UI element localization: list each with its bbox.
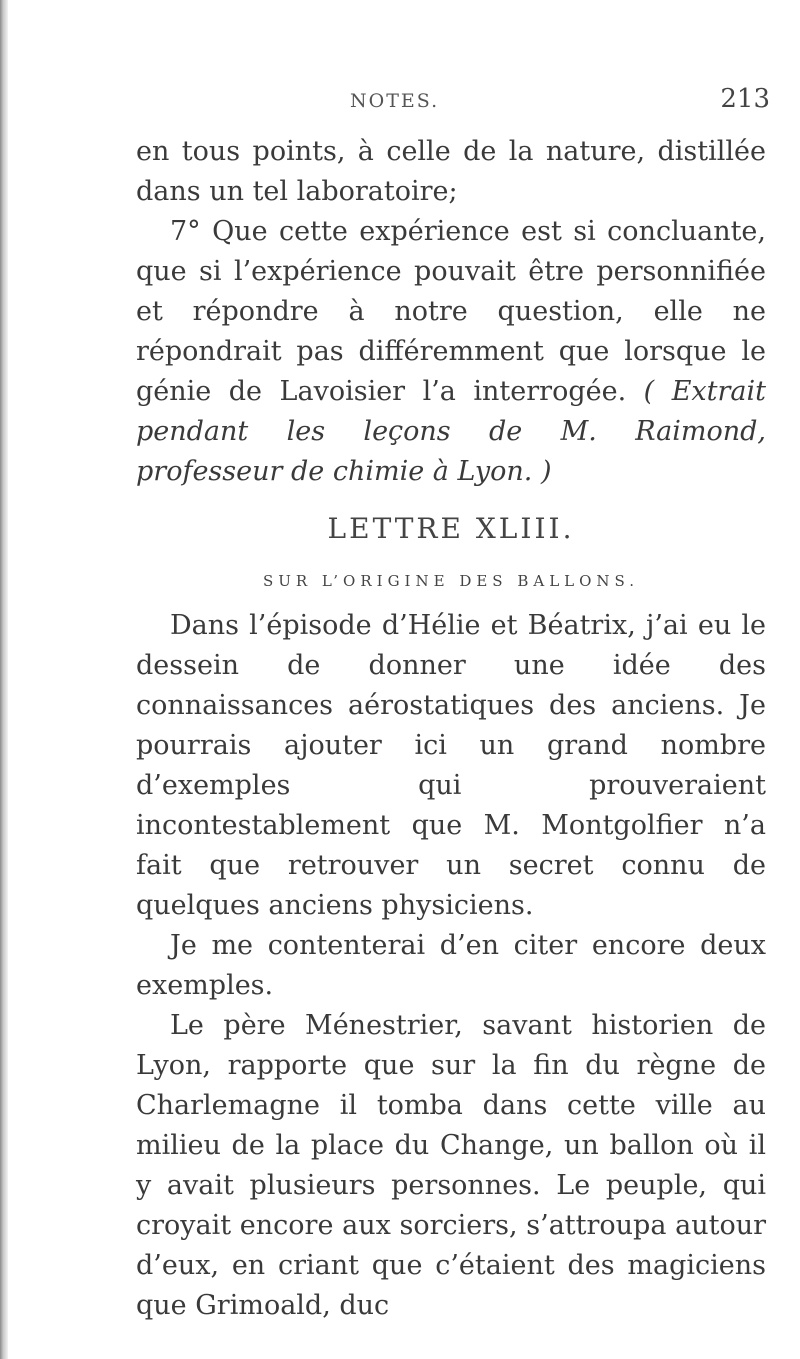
- paragraph: Dans l’épisode d’Hélie et Béatrix, j’ai eu le dessein de donner une idée des connaissances aérostatiques des anciens. Je pourrais ajouter ici un grand nombre d’exemples qui prouveraient incontestablement que M. Montgolfier n’a fait que retrouver un secret connu de quelques anciens physiciens.: [136, 610, 766, 921]
- notes-point-7: [136, 212, 766, 492]
- notes-text: [136, 132, 766, 492]
- letter-title: LETTRE XLIII.: [327, 512, 575, 545]
- running-head: NOTES.: [350, 90, 440, 112]
- page-number: 213: [720, 84, 770, 114]
- citation: ( Extrait pendant les leçons de M. Raimond, professeur de chimie à Lyon. ): [136, 376, 766, 487]
- page-edge-shadow: [0, 0, 8, 1359]
- letter-subtitle: SUR L’ORIGINE DES BALLONS.: [262, 572, 640, 590]
- letter-body: [136, 606, 766, 1326]
- notes-line-1: en tous points, à celle de la nature, distillée dans un tel laboratoire;: [136, 136, 766, 207]
- notes-line-2: 7° Que cette expérience est si concluante, que si l’expérience pouvait être personnifiée et répondre à notre question, elle ne répondrait pas différemment que lorsque le génie de Lavoisier l’a interrogée.: [136, 216, 766, 407]
- page-header: [150, 84, 770, 120]
- paragraph: Je me contenterai d’en citer encore deux exemples.: [136, 930, 766, 1001]
- paragraph: Le père Ménestrier, savant historien de Lyon, rapporte que sur la fin du règne de Charlemagne il tomba dans cette ville au milieu de la place du Change, un ballon où il y avait plusieurs personnes. Le peuple, qui croyait encore aux sorciers, s’attroupa autour d’eux, en criant que c’étaient des magiciens que Grimoald, duc: [136, 1010, 766, 1321]
